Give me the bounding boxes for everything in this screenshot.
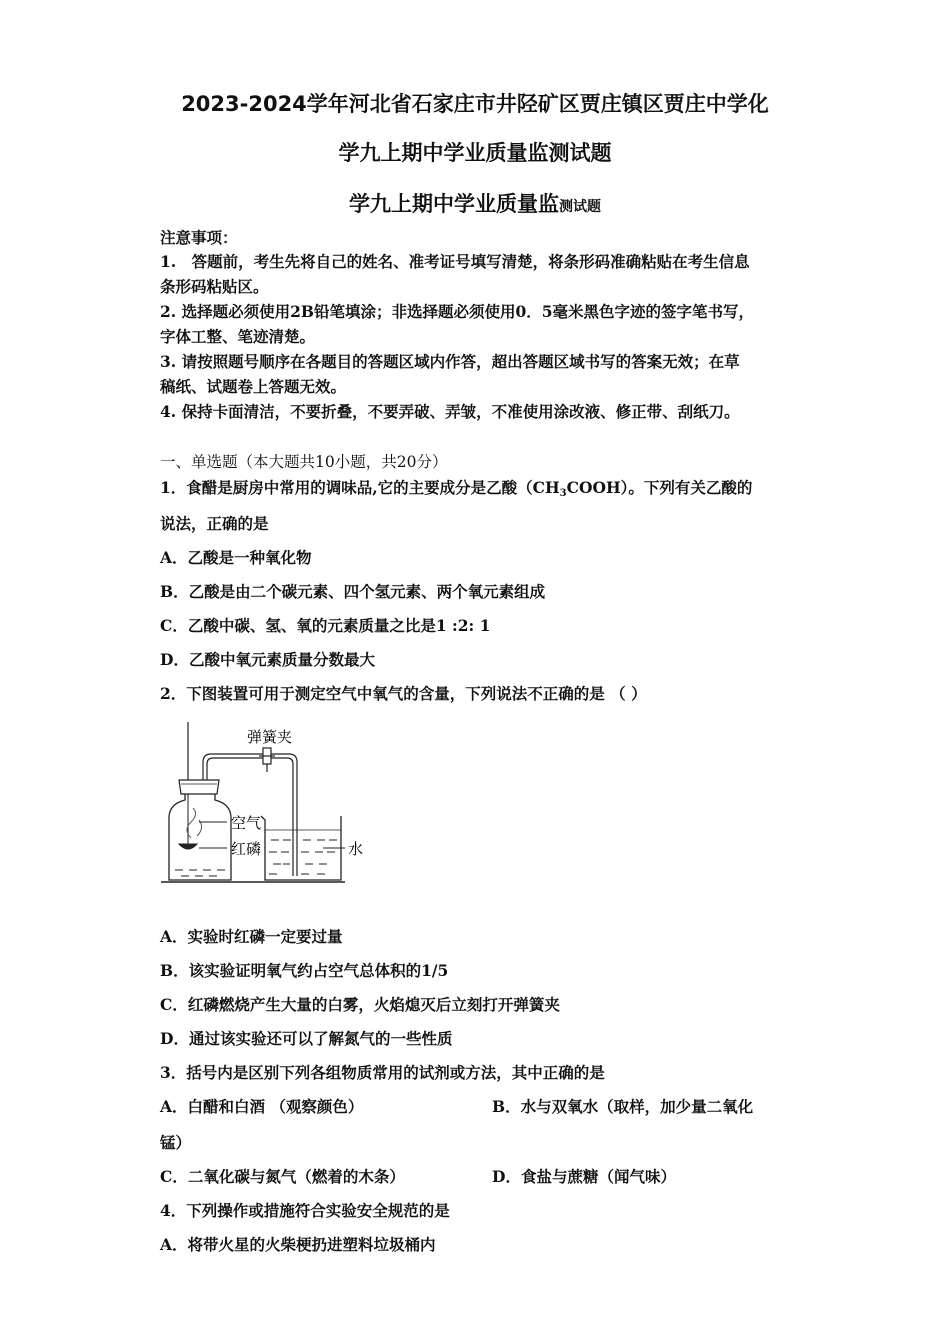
notice-item: 条形码粘贴区。 — [160, 277, 269, 296]
page-title-line1: 2023-2024学年河北省石家庄市井陉矿区贾庄镇区贾庄中学化 — [181, 92, 769, 116]
question-2-option-d[interactable]: D．通过该实验还可以了解氮气的一些性质 — [160, 1029, 453, 1048]
question-2-option-a[interactable]: A．实验时红磷一定要过量 — [160, 927, 343, 946]
question-3-option-a[interactable]: A．白醋和白酒 （观察颜色） — [160, 1097, 364, 1116]
question-1-option-b[interactable]: B．乙酸是由二个碳元素、四个氢元素、两个氧元素组成 — [160, 582, 546, 601]
page-title-line3 — [0, 188, 950, 218]
question-4-option-a[interactable]: A．将带火星的火柴梗扔进塑料垃圾桶内 — [160, 1235, 436, 1254]
stopper — [179, 780, 219, 794]
question-1-option-d[interactable]: D．乙酸中氧元素质量分数最大 — [160, 650, 375, 669]
flask — [169, 794, 231, 880]
label-water: 水 — [348, 840, 364, 858]
flask-water — [175, 870, 225, 876]
question-3-option-b-cont: 锰） — [160, 1133, 192, 1152]
label-spring-clamp: 弹簧夹 — [247, 728, 293, 746]
notice-item: 1. 答题前，考生先将自己的姓名、准考证号填写清楚，将条形码准确粘贴在考生信息 — [160, 252, 750, 271]
page-title-line3-big: 学九上期中学业质量监 — [349, 192, 559, 216]
question-2-option-b[interactable]: B．该实验证明氧气约占空气总体积的1/5 — [160, 961, 449, 980]
label-air: 空气 — [231, 814, 262, 832]
section-heading: 一、单选题（本大题共10小题，共20分） — [160, 453, 448, 471]
notice-item: 4. 保持卡面清洁，不要折叠，不要弄破、弄皱，不准使用涂改液、修正带、刮纸刀。 — [160, 402, 740, 421]
question-3-option-d[interactable]: D．食盐与蔗糖（闻气味） — [492, 1167, 676, 1186]
beaker-water — [269, 840, 337, 874]
question-1-stem-line2: 说法，正确的是 — [160, 514, 269, 533]
question-1-option-c[interactable]: C．乙酸中碳、氢、氧的元素质量之比是1 :2: 1 — [160, 616, 491, 635]
apparatus-figure — [155, 718, 385, 890]
question-1-stem-b: COOH）。下列有关乙酸的 — [566, 478, 753, 497]
smoke — [187, 808, 202, 838]
notice-item: 稿纸、试题卷上答题无效。 — [160, 377, 347, 396]
spring-clamp — [259, 748, 275, 772]
notice-item: 3. 请按照题号顺序在各题目的答题区域内作答，超出答题区域书写的答案无效；在草 — [160, 352, 740, 371]
label-red-phosphorus: 红磷 — [231, 840, 262, 858]
question-3-option-c[interactable]: C．二氧化碳与氮气（燃着的木条） — [160, 1167, 405, 1186]
notice-item: 2. 选择题必须使用2B铅笔填涂；非选择题必须使用0．5毫米黑色字迹的签字笔书写， — [160, 302, 755, 321]
notice-heading: 注意事项： — [160, 228, 238, 247]
page-title-line3-small: 测试题 — [559, 199, 601, 215]
question-1-stem-sub: 3 — [559, 488, 567, 499]
notice-item: 字体工整、笔迹清楚。 — [160, 327, 316, 346]
question-1-option-a[interactable]: A．乙酸是一种氧化物 — [160, 548, 312, 567]
question-2-stem: 2．下图装置可用于测定空气中氧气的含量，下列说法不正确的是 （ ） — [160, 684, 647, 703]
question-1-stem-a: 1．食醋是厨房中常用的调味品,它的主要成分是乙酸（CH — [160, 478, 560, 497]
combustion-spoon — [179, 796, 197, 849]
question-1-stem — [160, 478, 752, 501]
page-title-line2: 学九上期中学业质量监测试题 — [338, 141, 612, 165]
question-2-option-c[interactable]: C．红磷燃烧产生大量的白雾，火焰熄灭后立刻打开弹簧夹 — [160, 995, 560, 1014]
question-3-stem: 3．括号内是区别下列各组物质常用的试剂或方法，其中正确的是 — [160, 1063, 605, 1082]
question-4-stem: 4．下列操作或措施符合实验安全规范的是 — [160, 1201, 450, 1220]
question-3-option-b[interactable]: B．水与双氧水（取样，加少量二氧化 — [492, 1097, 754, 1116]
